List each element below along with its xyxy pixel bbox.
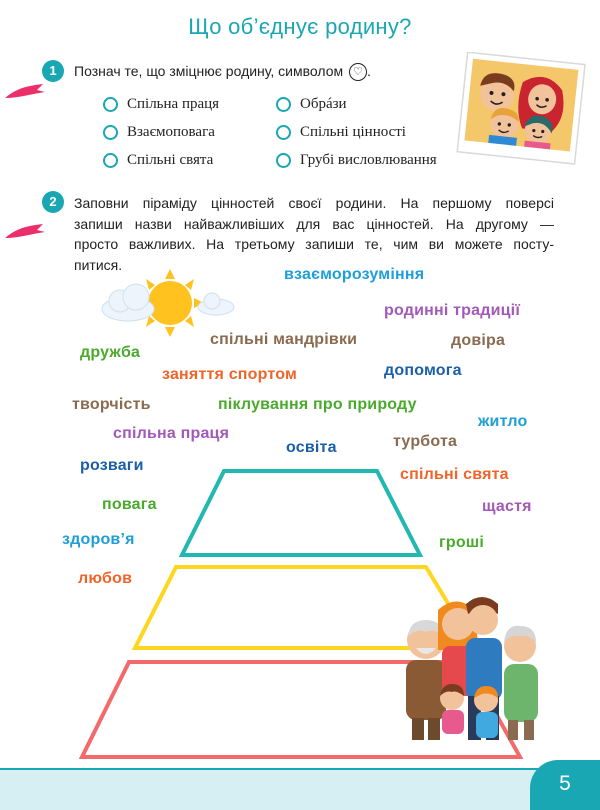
value-word xyxy=(72,396,151,414)
option-circle-icon[interactable] xyxy=(103,97,118,112)
word-text: гроші xyxy=(439,534,484,551)
value-word xyxy=(384,362,462,380)
word-text: заняття спортом xyxy=(162,366,298,383)
word-text: довіра xyxy=(451,332,506,349)
value-word xyxy=(478,413,528,431)
option-circle-icon[interactable] xyxy=(103,153,118,168)
page-footer xyxy=(0,768,600,810)
value-word xyxy=(113,425,229,443)
option-circle-icon[interactable] xyxy=(276,97,291,112)
word-text: освіта xyxy=(286,439,337,456)
word-text: допомога xyxy=(384,362,462,379)
family-photo xyxy=(450,52,590,167)
word-text: спільні свята xyxy=(400,466,509,483)
word-text: взаєморозуміння xyxy=(284,266,425,283)
heart-symbol-icon: ♡ xyxy=(349,63,367,81)
word-text: творчість xyxy=(72,396,151,413)
word-text: піклування про природу xyxy=(218,396,417,413)
value-word xyxy=(286,439,337,457)
pointer-arrow-icon xyxy=(3,80,47,102)
option-circle-icon[interactable] xyxy=(276,153,291,168)
task2-line: запиши назви найважливіших для вас цінностей. На другому — xyxy=(74,215,554,232)
word-text: спільна праця xyxy=(113,425,230,442)
task2-line: просто важливих. На третьому запиши те, чим ви можете посту- xyxy=(74,236,554,252)
option-label: Спільні цінності xyxy=(300,124,406,140)
word-text: спільні мандрівки xyxy=(210,331,358,348)
value-word xyxy=(451,332,505,350)
value-word xyxy=(210,331,357,349)
task1-instruction xyxy=(74,61,371,82)
value-word xyxy=(218,396,417,414)
option-offenses[interactable] xyxy=(276,96,347,113)
task-number-badge: 2 xyxy=(42,191,64,213)
pointer-arrow-icon xyxy=(3,220,47,242)
word-text: турбота xyxy=(393,433,458,450)
option-shared-work[interactable] xyxy=(103,96,219,113)
word-text: дружба xyxy=(80,344,141,361)
task1-text: Познач те, що зміцнює родину, символом xyxy=(74,63,344,79)
task2-instruction xyxy=(74,193,554,275)
option-label: Обрáзи xyxy=(300,96,347,112)
word-text: повага xyxy=(102,496,157,513)
task1-period: . xyxy=(367,63,371,79)
value-word xyxy=(393,433,457,451)
word-text: любов xyxy=(78,570,133,587)
value-word xyxy=(162,366,297,384)
option-circle-icon[interactable] xyxy=(276,125,291,140)
task2-line: питися. xyxy=(74,256,123,273)
value-word xyxy=(80,344,140,362)
option-label: Спільні свята xyxy=(127,152,214,168)
option-label: Спільна праця xyxy=(127,96,220,112)
value-word xyxy=(284,266,424,284)
word-text: житло xyxy=(478,413,528,430)
option-mutual-respect[interactable] xyxy=(103,124,215,141)
task-number-badge: 1 xyxy=(42,60,64,82)
pyramid-top-level xyxy=(182,471,420,555)
option-rude-words[interactable] xyxy=(276,152,437,169)
word-text: родинні традиції xyxy=(384,302,521,319)
option-circle-icon[interactable] xyxy=(103,125,118,140)
value-word xyxy=(384,302,520,320)
word-text: здоров’я xyxy=(62,531,135,548)
option-label: Грубі висловлювання xyxy=(300,152,437,168)
footer-divider xyxy=(0,768,600,770)
option-label: Взаємоповага xyxy=(127,124,215,140)
word-text: щастя xyxy=(482,498,532,515)
page-number: 5 xyxy=(530,760,600,810)
option-shared-values[interactable] xyxy=(276,124,406,141)
option-shared-holidays[interactable] xyxy=(103,152,213,169)
word-text: розваги xyxy=(80,457,144,474)
page-title: Що об’єднує родину? xyxy=(188,14,412,39)
task2-line: Заповни піраміду цінностей своєї родини. На першому поверсі xyxy=(74,195,554,211)
family-illustration xyxy=(398,590,548,750)
